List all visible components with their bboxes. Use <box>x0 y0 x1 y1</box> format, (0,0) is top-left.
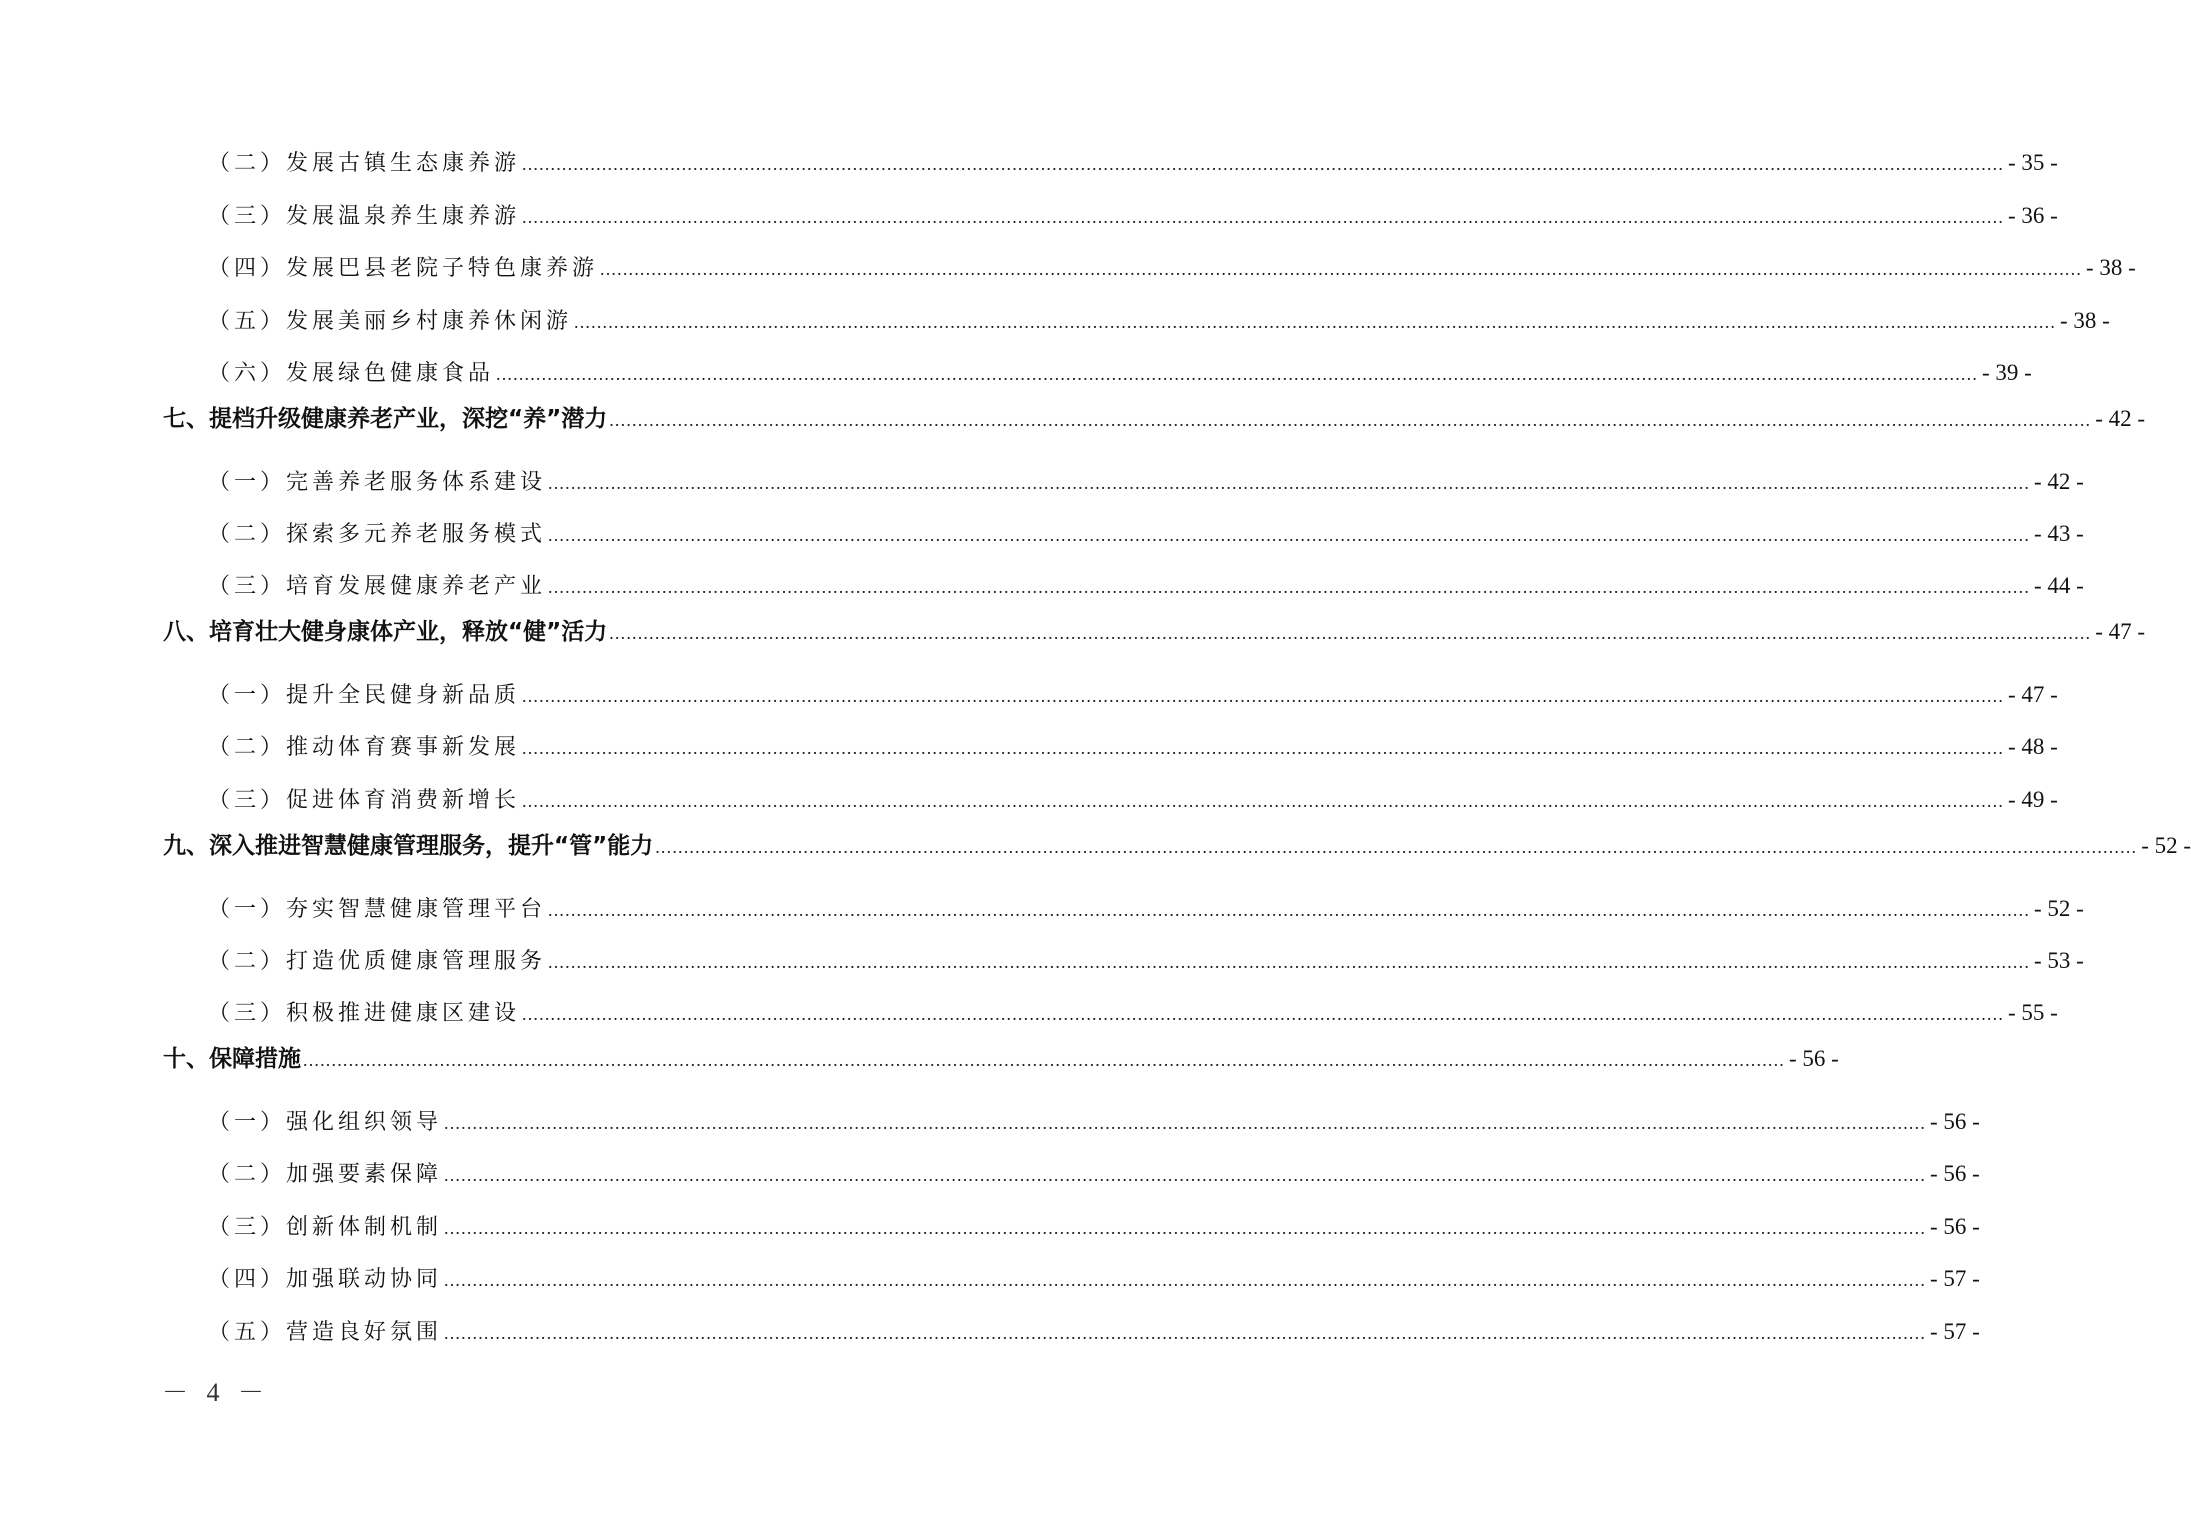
toc-subsection-entry[interactable] <box>208 566 2084 606</box>
toc-subsection-entry[interactable] <box>208 462 2084 502</box>
toc-entry-page-number: - 42 - <box>2095 406 2146 431</box>
page-number: － 4 － <box>162 1378 271 1407</box>
toc-entry-title: （二）发展古镇生态康养游 <box>208 151 521 176</box>
toc-entry-title: （二）加强要素保障 <box>208 1162 443 1187</box>
toc-dot-leader: .................................................................................................................................................................................................................................................................... <box>548 952 2031 972</box>
toc-dot-leader: .................................................................................................................................................................................................................................................................... <box>444 1323 1927 1343</box>
toc-entry-title: （三）创新体制机制 <box>208 1215 443 1240</box>
toc-entry-title: （二）推动体育赛事新发展 <box>208 735 521 760</box>
toc-entry-title: （一）强化组织领导 <box>208 1110 443 1135</box>
toc-subsection-entry[interactable] <box>208 1154 1980 1194</box>
toc-entry-title: （三）促进体育消费新增长 <box>208 788 521 813</box>
toc-entry-page-number: - 35 - <box>2008 150 2058 175</box>
toc-subsection-entry[interactable] <box>208 1207 1980 1247</box>
toc-subsection-entry[interactable] <box>208 196 2058 236</box>
toc-subsection-entry[interactable] <box>208 1312 1980 1352</box>
toc-subsection-entry[interactable] <box>208 1102 1980 1142</box>
toc-entry-title: （一）夯实智慧健康管理平台 <box>208 897 547 922</box>
toc-subsection-entry[interactable] <box>208 514 2084 554</box>
toc-entry-page-number: - 38 - <box>2060 308 2110 333</box>
toc-subsection-entry[interactable] <box>208 353 2032 393</box>
toc-entry-page-number: - 52 - <box>2141 833 2191 858</box>
toc-subsection-entry[interactable] <box>208 675 2058 715</box>
toc-entry-title: （二）探索多元养老服务模式 <box>208 522 547 547</box>
toc-entry-title: （四）加强联动协同 <box>208 1267 443 1292</box>
toc-dot-leader: .................................................................................................................................................................................................................................................................... <box>548 473 2031 493</box>
toc-dot-leader: .................................................................................................................................................................................................................................................................... <box>548 577 2031 597</box>
toc-dot-leader: .................................................................................................................................................................................................................................................................... <box>522 791 2005 811</box>
toc-entry-title: （三）积极推进健康区建设 <box>208 1001 521 1026</box>
toc-section-entry[interactable] <box>163 612 2146 652</box>
toc-dot-leader: .................................................................................................................................................................................................................................................................... <box>548 900 2031 920</box>
toc-entry-page-number: - 48 - <box>2008 734 2058 759</box>
toc-section-entry[interactable] <box>163 399 2146 439</box>
toc-entry-page-number: - 42 - <box>2034 469 2084 494</box>
toc-entry-page-number: - 44 - <box>2034 573 2084 598</box>
toc-entry-title: （三）培育发展健康养老产业 <box>208 574 547 599</box>
toc-dot-leader: .................................................................................................................................................................................................................................................................... <box>609 623 2092 643</box>
toc-subsection-entry[interactable] <box>208 143 2058 183</box>
toc-section-entry[interactable] <box>163 1039 1839 1079</box>
toc-entry-page-number: - 36 - <box>2008 203 2058 228</box>
toc-dot-leader: .................................................................................................................................................................................................................................................................... <box>444 1165 1927 1185</box>
toc-dot-leader: .................................................................................................................................................................................................................................................................... <box>444 1270 1927 1290</box>
toc-subsection-entry[interactable] <box>208 780 2058 820</box>
toc-entry-page-number: - 38 - <box>2086 255 2136 280</box>
toc-subsection-entry[interactable] <box>208 301 2110 341</box>
toc-dot-leader: .................................................................................................................................................................................................................................................................... <box>444 1218 1927 1238</box>
toc-entry-page-number: - 56 - <box>1930 1214 1980 1239</box>
toc-dot-leader: .................................................................................................................................................................................................................................................................... <box>522 154 2005 174</box>
toc-section-entry[interactable] <box>163 826 2191 866</box>
toc-dot-leader: .................................................................................................................................................................................................................................................................... <box>609 410 2092 430</box>
toc-entry-title: （一）提升全民健身新品质 <box>208 683 521 708</box>
toc-subsection-entry[interactable] <box>208 727 2058 767</box>
toc-entry-title: 八、培育壮大健身康体产业，释放“健”活力 <box>163 619 608 645</box>
toc-entry-page-number: - 56 - <box>1930 1109 1980 1134</box>
toc-entry-page-number: - 49 - <box>2008 787 2058 812</box>
toc-entry-page-number: - 56 - <box>1930 1161 1980 1186</box>
toc-entry-page-number: - 52 - <box>2034 896 2084 921</box>
toc-dot-leader: .................................................................................................................................................................................................................................................................... <box>303 1050 1785 1070</box>
toc-entry-title: （一）完善养老服务体系建设 <box>208 470 547 495</box>
toc-entry-page-number: - 55 - <box>2008 1000 2058 1025</box>
toc-dot-leader: .................................................................................................................................................................................................................................................................... <box>496 364 1979 384</box>
toc-entry-page-number: - 47 - <box>2095 619 2146 644</box>
toc-subsection-entry[interactable] <box>208 941 2084 981</box>
toc-entry-page-number: - 39 - <box>1982 360 2032 385</box>
toc-dot-leader: .................................................................................................................................................................................................................................................................... <box>522 686 2005 706</box>
toc-dot-leader: .................................................................................................................................................................................................................................................................... <box>574 312 2057 332</box>
toc-dot-leader: .................................................................................................................................................................................................................................................................... <box>522 207 2005 227</box>
toc-entry-page-number: - 57 - <box>1930 1319 1980 1344</box>
toc-entry-title: （五）营造良好氛围 <box>208 1320 443 1345</box>
toc-dot-leader: .................................................................................................................................................................................................................................................................... <box>548 525 2031 545</box>
toc-entry-page-number: - 53 - <box>2034 948 2084 973</box>
toc-entry-title: 七、提档升级健康养老产业，深挖“养”潜力 <box>163 406 608 432</box>
toc-dot-leader: .................................................................................................................................................................................................................................................................... <box>600 259 2083 279</box>
toc-subsection-entry[interactable] <box>208 993 2058 1033</box>
toc-entry-page-number: - 56 - <box>1789 1046 1839 1071</box>
toc-entry-page-number: - 47 - <box>2008 682 2058 707</box>
toc-entry-title: （二）打造优质健康管理服务 <box>208 949 547 974</box>
toc-entry-title: （三）发展温泉养生康养游 <box>208 204 521 229</box>
toc-entry-title: 九、深入推进智慧健康管理服务，提升“管”能力 <box>163 833 654 859</box>
toc-dot-leader: .................................................................................................................................................................................................................................................................... <box>444 1113 1927 1133</box>
toc-entry-title: 十、保障措施 <box>163 1046 301 1072</box>
toc-subsection-entry[interactable] <box>208 248 2136 288</box>
toc-entry-title: （五）发展美丽乡村康养休闲游 <box>208 309 573 334</box>
toc-dot-leader: .................................................................................................................................................................................................................................................................... <box>522 738 2005 758</box>
toc-subsection-entry[interactable] <box>208 889 2084 929</box>
toc-dot-leader: .................................................................................................................................................................................................................................................................... <box>655 837 2138 857</box>
toc-entry-title: （六）发展绿色健康食品 <box>208 361 495 386</box>
toc-entry-page-number: - 57 - <box>1930 1266 1980 1291</box>
toc-entry-page-number: - 43 - <box>2034 521 2084 546</box>
toc-dot-leader: .................................................................................................................................................................................................................................................................... <box>522 1004 2005 1024</box>
toc-subsection-entry[interactable] <box>208 1259 1980 1299</box>
toc-entry-title: （四）发展巴县老院子特色康养游 <box>208 256 599 281</box>
